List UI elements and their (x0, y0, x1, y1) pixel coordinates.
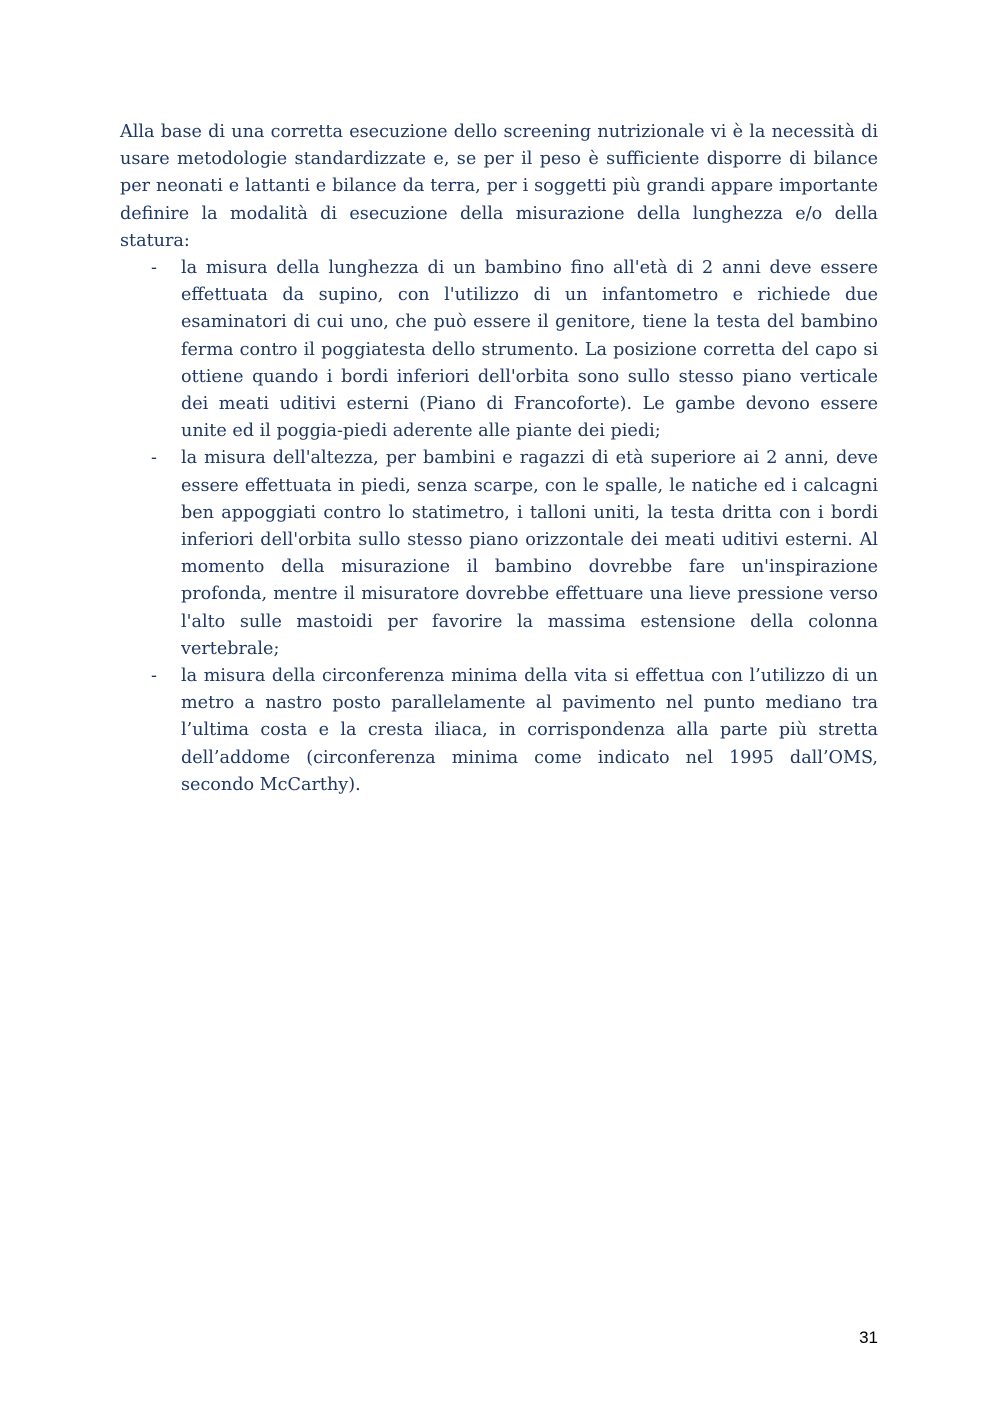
list-item (120, 663, 878, 799)
intro-paragraph: Alla base di una corretta esecuzione dello screening nutrizionale vi è la necessità di usare metodologie standardizzate e, se per il peso è sufficiente disporre di bilance per neonati e lattanti e bilance da terra, per i soggetti più grandi appare importante definire la modalità di esecuzione della misurazione della lunghezza e/o della statura: (120, 122, 878, 251)
measurement-list (120, 255, 878, 799)
page-number: 31 (859, 1328, 878, 1347)
list-item-text: la misura dell'altezza, per bambini e ragazzi di età superiore ai 2 anni, deve essere effettuata in piedi, senza scarpe, con le spalle, le natiche ed i calcagni ben appoggiati contro lo statimetro, i talloni uniti, la testa dritta con i bordi inferiori dell'orbita sullo stesso piano orizzontale dei meati uditivi esterni. Al momento della misurazione il bambino dovrebbe fare un'inspirazione profonda, mentre il misuratore dovrebbe effettuare una lieve pressione verso l'alto sulle mastoidi per favorire la massima estensione della colonna vertebrale; (181, 448, 878, 659)
document-body (120, 119, 878, 799)
dash-bullet: - (151, 448, 157, 469)
list-item (120, 445, 878, 663)
list-item-text: la misura della circonferenza minima della vita si effettua con l’utilizzo di un metro a nastro posto parallelamente al pavimento nel punto mediano tra l’ultima costa e la cresta iliaca, in corrispondenza alla parte più stretta dell’addome (circonferenza minima come indicato nel 1995 dall’OMS, secondo McCarthy). (181, 666, 878, 795)
dash-bullet: - (151, 666, 157, 687)
list-item-text: la misura della lunghezza di un bambino fino all'età di 2 anni deve essere effettuata da supino, con l'utilizzo di un infantometro e richiede due esaminatori di cui uno, che può essere il genitore, tiene la testa del bambino ferma contro il poggiatesta dello strumento. La posizione corretta del capo si ottiene quando i bordi inferiori dell'orbita sono sullo stesso piano verticale dei meati uditivi esterni (Piano di Francoforte). Le gambe devono essere unite ed il poggia-piedi aderente alle piante dei piedi; (181, 258, 878, 442)
list-item (120, 255, 878, 445)
dash-bullet: - (151, 258, 157, 279)
